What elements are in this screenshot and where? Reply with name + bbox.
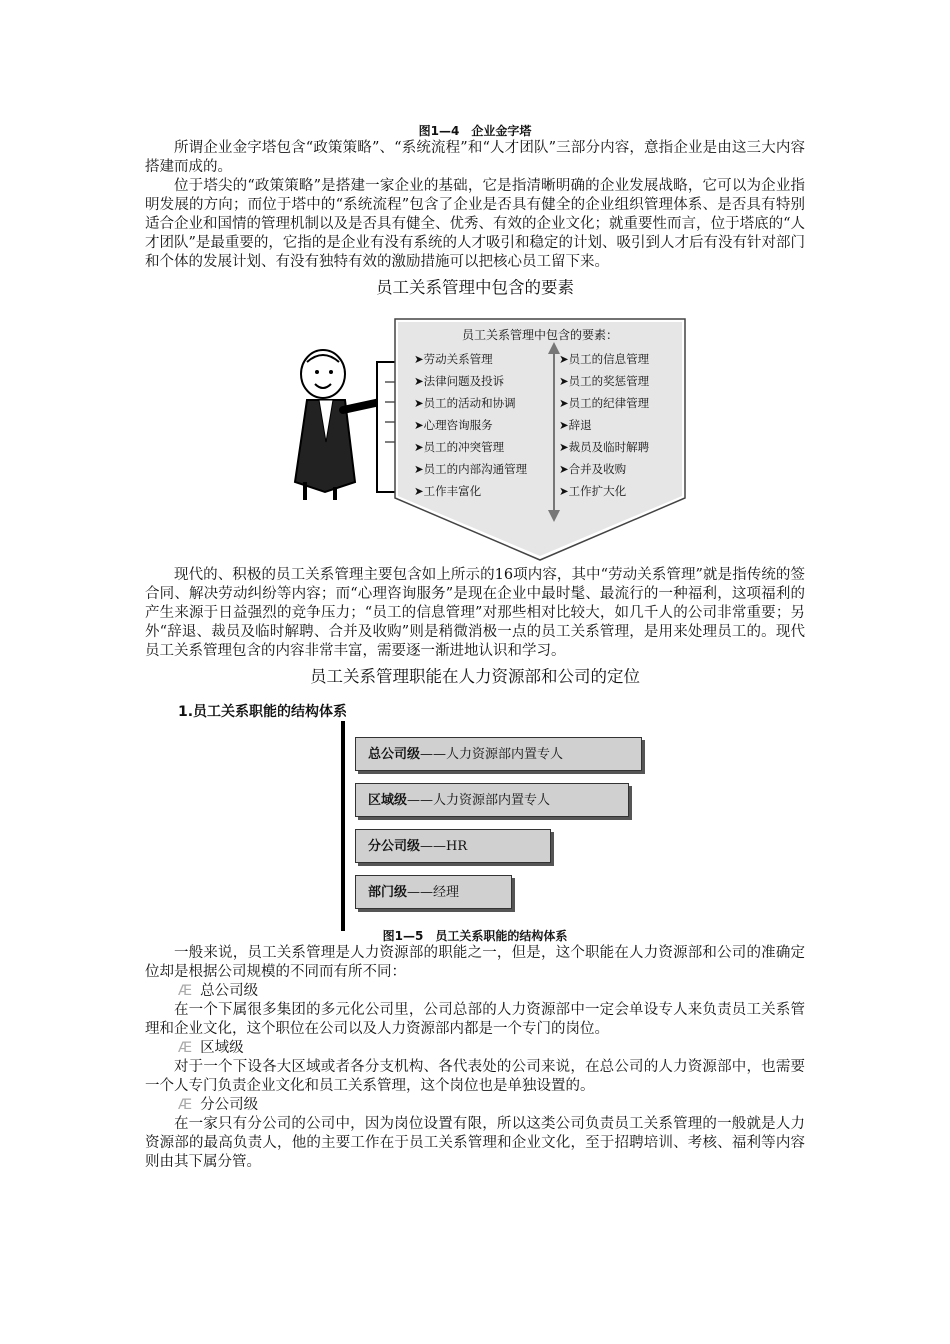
level-desc: ——HR (420, 839, 468, 854)
bullet-region (145, 1039, 805, 1058)
divider-line (341, 721, 345, 931)
bullet-branch (145, 1096, 805, 1115)
bullet-mark: Æ (178, 1097, 193, 1113)
bullet-mark: Æ (178, 983, 193, 999)
elements-right-list (559, 348, 649, 502)
paragraph-5: 在一个下属很多集团的多元化公司里，公司总部的人力资源部中一定会单设专人来负责员工关系管理和企业文化，这个职位在公司以及人力资源部内都是一个专门的岗位。 (145, 1002, 805, 1037)
level-bar-region (355, 783, 629, 817)
level-desc: ——经理 (407, 885, 460, 900)
list-item: ➤裁员及临时解聘 (559, 440, 650, 454)
bullet-mark: Æ (178, 1040, 193, 1056)
level-bar-branch (355, 829, 551, 863)
level-desc: ——人力资源部内置专人 (420, 747, 564, 762)
elements-panel-title: 员工关系管理中包含的要素： (461, 328, 618, 342)
list-item: ➤辞退 (559, 418, 592, 432)
level-name: 部门级 (368, 885, 408, 900)
list-item: ➤法律问题及投诉 (414, 374, 505, 388)
paragraph-1: 所谓企业金字塔包含“政策策略”、“系统流程”和“人才团队”三部分内容，意指企业是由这三大内容搭建而成的。 (145, 140, 805, 175)
list-item: ➤工作扩大化 (559, 484, 627, 498)
list-item: ➤员工的纪律管理 (559, 396, 650, 410)
paragraph-7: 在一家只有分公司的公司中，因为岗位设置有限，所以这类公司负责员工关系管理的一般就是人力资源部的最高负责人，他的主要工作在于员工关系管理和企业文化，至于招聘培训、考核、福利等内容则由其下属分管。 (145, 1116, 805, 1170)
list-item: ➤员工的内部沟通管理 (414, 462, 528, 476)
paragraph-4: 一般来说，员工关系管理是人力资源部的职能之一，但是，这个职能在人力资源部和公司的准确定位却是根据公司规模的不同而有所不同： (145, 945, 805, 980)
bullet-label: 区域级 (200, 1040, 244, 1056)
bullet-label: 分公司级 (200, 1097, 259, 1113)
paragraph-2: 位于塔尖的“政策策略”是搭建一家企业的基础，它是指清晰明确的企业发展战略，它可以为企业指明发展的方向；而位于塔中的“系统流程”包含了企业是否具有健全的企业组织管理体系、是否具有特别适合企业和国情的管理机制以及是否具有健全、优秀、有效的企业文化；就重要性而言，位于塔底的“人才团队”是最重要的，它指的是企业有没有系统的人才吸引和稳定的计划、吸引到人才后有没有针对部门和个体的发展计划、有没有独特有效的激励措施可以把核心员工留下来。 (145, 178, 805, 270)
level-desc: ——人力资源部内置专人 (407, 793, 551, 808)
figure-structure (145, 721, 805, 931)
document-page (145, 122, 805, 1172)
figure-caption-pyramid: 图1—4 企业金字塔 (418, 124, 532, 138)
list-item: ➤劳动关系管理 (414, 352, 493, 366)
list-item: ➤员工的奖惩管理 (559, 374, 650, 388)
list-item: ➤员工的活动和协调 (414, 396, 516, 410)
list-item: ➤合并及收购 (559, 462, 627, 476)
section-title-elements: 员工关系管理中包含的要素 (376, 278, 574, 297)
level-name: 区域级 (368, 793, 408, 808)
level-name: 分公司级 (368, 839, 421, 854)
level-bar-headquarters (355, 737, 642, 771)
list-item: ➤心理咨询服务 (414, 418, 493, 432)
elements-left-list (414, 348, 527, 502)
subsection-title: 1.员工关系职能的结构体系 (178, 704, 348, 720)
figure-elements (145, 304, 805, 566)
elements-panel (394, 318, 686, 561)
list-item: ➤工作丰富化 (414, 484, 482, 498)
level-name: 总公司级 (368, 747, 421, 762)
bullet-headquarters (145, 982, 805, 1001)
list-item: ➤员工的冲突管理 (414, 440, 505, 454)
figure-caption-structure: 图1—5 员工关系职能的结构体系 (382, 929, 568, 943)
list-item: ➤员工的信息管理 (559, 352, 650, 366)
paragraph-6: 对于一个下设各大区域或者各分支机构、各代表处的公司来说，在总公司的人力资源部中，也需要一个人专门负责企业文化和员工关系管理，这个岗位也是单独设置的。 (145, 1059, 805, 1094)
bullet-label: 总公司级 (200, 983, 259, 999)
paragraph-3: 现代的、积极的员工关系管理主要包含如上所示的16项内容，其中“劳动关系管理”就是指传统的签合同、解决劳动纠纷等内容；而“心理咨询服务”是现在企业中最时髦、最流行的一种福利，这项福利的产生来源于日益强烈的竞争压力；“员工的信息管理”对那些相对比较大，如几千人的公司非常重要；另外“辞退、裁员及临时解聘、合并及收购”则是稍微消极一点的员工关系管理，是用来处理员工的。现代员工关系管理包含的内容非常丰富，需要逐一渐进地认识和学习。 (145, 567, 805, 659)
section-title-positioning: 员工关系管理职能在人力资源部和公司的定位 (310, 667, 640, 686)
level-bar-department (355, 875, 512, 909)
